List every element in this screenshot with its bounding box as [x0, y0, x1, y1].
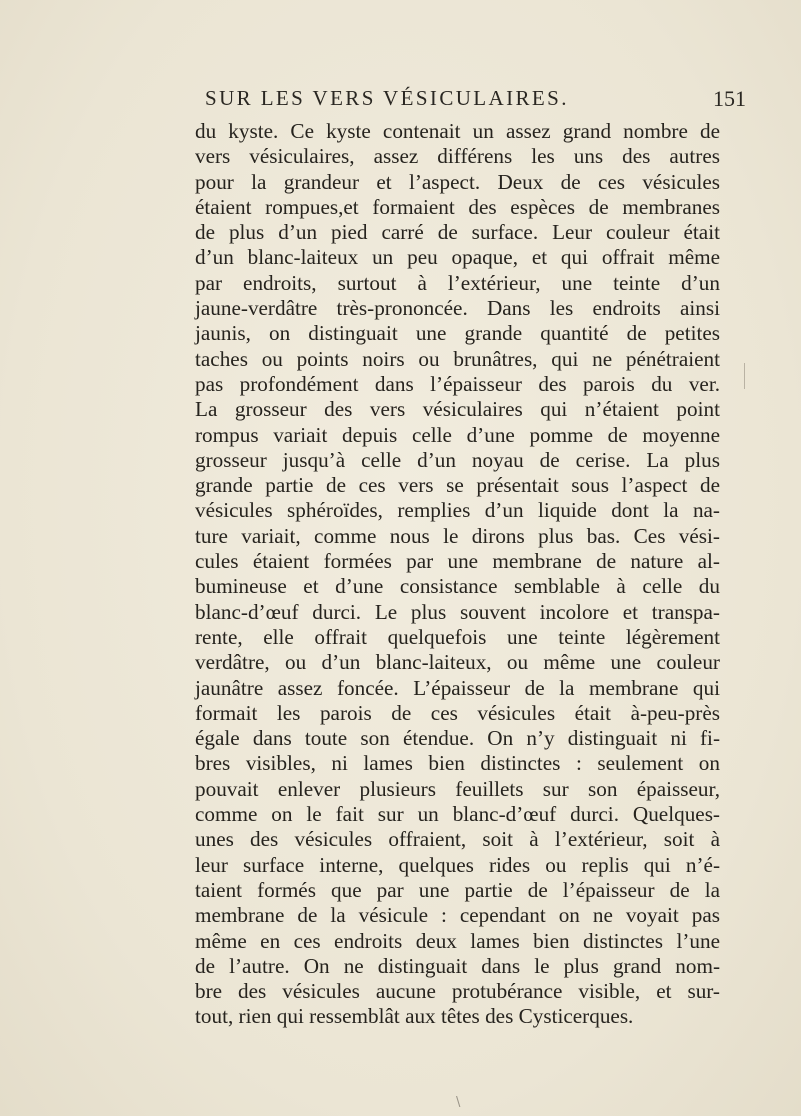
text-line: par endroits, surtout à l’extérieur, une teinte d’un	[195, 270, 720, 295]
text-line: même en ces endroits deux lames bien distinctes l’une	[195, 928, 720, 953]
text-line: formait les parois de ces vésicules était à-peu-près	[195, 700, 720, 725]
text-line: comme on le fait sur un blanc-d’œuf durci. Quelques-	[195, 802, 720, 827]
bottom-mark: \	[456, 1095, 461, 1110]
text-line: blanc-d’œuf durci. Le plus souvent incolore et transpa-	[195, 599, 720, 624]
text-line: grande partie de ces vers se présentait sous l’aspect de	[195, 473, 720, 498]
text-line: rente, elle offrait quelquefois une teinte légèrement	[195, 624, 720, 649]
text-line: taches ou points noirs ou brunâtres, qui ne pénétraient	[195, 346, 720, 371]
text-line: grosseur jusqu’à celle d’un noyau de cerise. La plus	[195, 447, 720, 472]
text-line: bre des vésicules aucune protubérance visible, et sur-	[195, 979, 720, 1004]
text-line: pouvait enlever plusieurs feuillets sur son épaisseur,	[195, 776, 720, 801]
text-line: jaune-verdâtre très-prononcée. Dans les endroits ainsi	[195, 296, 720, 321]
text-line: de plus d’un pied carré de surface. Leur couleur était	[195, 220, 720, 245]
text-line: ture variait, comme nous le dirons plus bas. Ces vési-	[195, 523, 720, 548]
text-line: tout, rien qui ressemblât aux têtes des Cysticerques.	[195, 1004, 634, 1029]
text-line: rompus variait depuis celle d’une pomme de moyenne	[195, 422, 720, 447]
text-line: étaient rompues,et formaient des espèces de membranes	[195, 194, 720, 219]
margin-mark	[744, 363, 745, 389]
text-line: égale dans toute son étendue. On n’y distinguait ni fi-	[195, 726, 720, 751]
running-title: SUR LES VERS VÉSICULAIRES.	[205, 86, 569, 110]
text-line: jaunâtre assez foncée. L’épaisseur de la membrane qui	[195, 675, 720, 700]
text-line: taient formés que par une partie de l’épaisseur de la	[195, 877, 720, 902]
text-line: membrane de la vésicule : cependant on ne voyait pas	[195, 903, 720, 928]
text-line: pour la grandeur et l’aspect. Deux de ces vésicules	[195, 169, 720, 194]
text-line: de l’autre. On ne distinguait dans le plus grand nom-	[195, 953, 720, 978]
body-text	[195, 119, 720, 1030]
text-line: jaunis, on distinguait une grande quantité de petites	[195, 321, 720, 346]
text-line: verdâtre, ou d’un blanc-laiteux, ou même une couleur	[195, 650, 720, 675]
text-line: unes des vésicules offraient, soit à l’extérieur, soit à	[195, 827, 720, 852]
text-line: bumineuse et d’une consistance semblable à celle du	[195, 574, 720, 599]
page-number: 151	[713, 86, 746, 111]
text-line: vers vésiculaires, assez différens les uns des autres	[195, 144, 720, 169]
text-line: vésicules sphéroïdes, remplies d’un liquide dont la na-	[195, 498, 720, 523]
text-line: d’un blanc-laiteux un peu opaque, et qui offrait même	[195, 245, 720, 270]
text-line: du kyste. Ce kyste contenait un assez grand nombre de	[195, 119, 720, 143]
text-line: La grosseur des vers vésiculaires qui n’étaient point	[195, 397, 720, 422]
text-line: bres visibles, ni lames bien distinctes : seulement on	[195, 751, 720, 776]
text-line: cules étaient formées par une membrane de nature al-	[195, 549, 720, 574]
running-head	[0, 86, 801, 116]
text-line: pas profondément dans l’épaisseur des parois du ver.	[195, 371, 720, 396]
text-line: leur surface interne, quelques rides ou replis qui n’é-	[195, 852, 720, 877]
